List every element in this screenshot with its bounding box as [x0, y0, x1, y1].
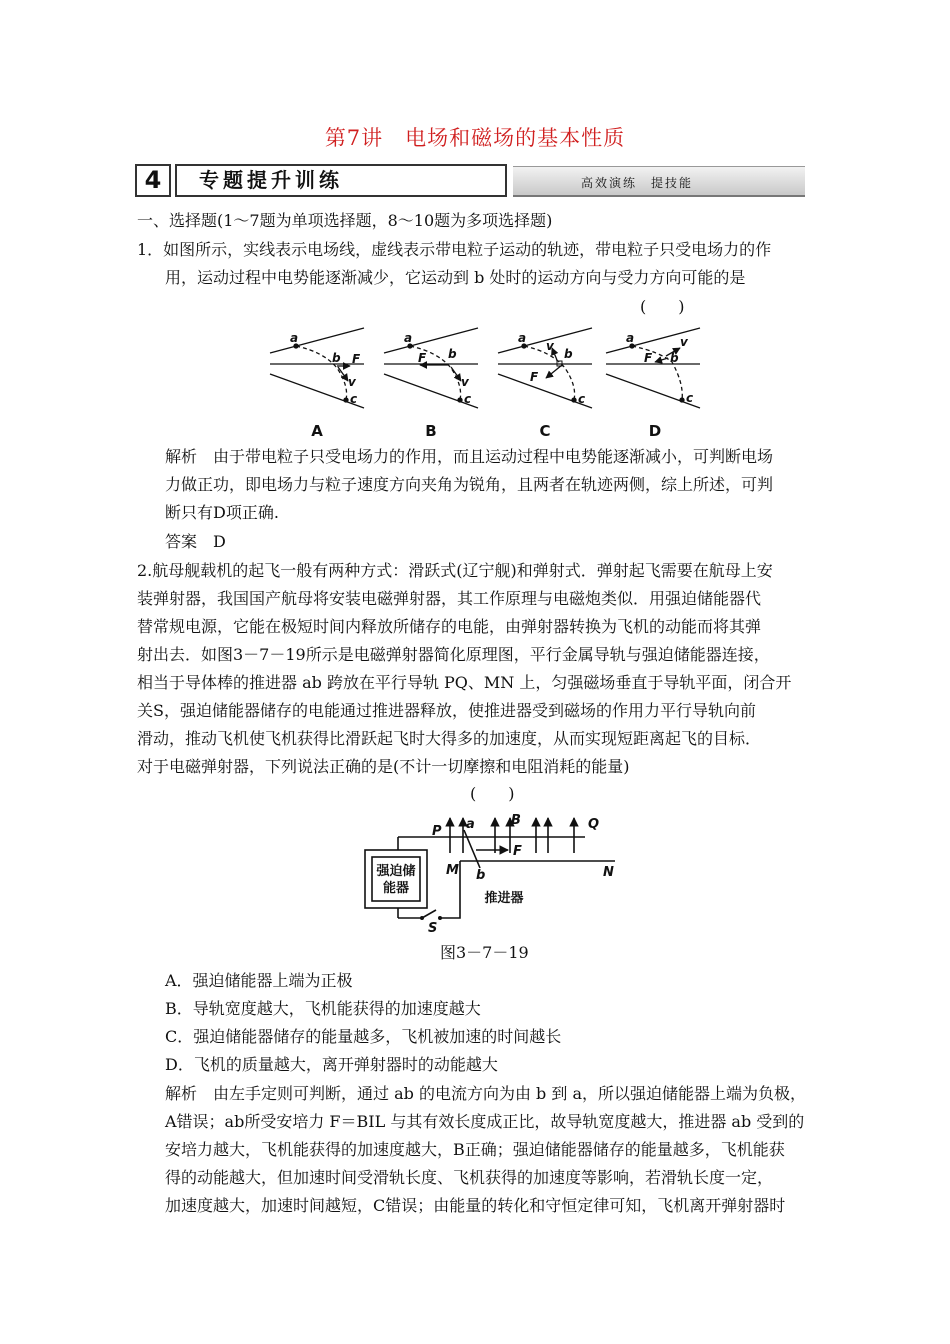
svg-text:Q: Q	[588, 817, 600, 832]
svg-text:M: M	[446, 863, 459, 878]
svg-text:F: F	[513, 844, 522, 859]
q2-line-6: 关S，强迫储能器储存的电能通过推进器释放，使推进器受到磁场的作用力平行导轨向前	[137, 701, 756, 720]
svg-text:a: a	[466, 817, 475, 832]
svg-text:能器: 能器	[382, 881, 410, 896]
q2-analysis-5: 加速度越大，加速时间越短，C错误；由能量的转化和守恒定律可知，飞机离开弹射器时	[165, 1196, 786, 1215]
svg-text:b: b	[476, 868, 486, 883]
svg-text:c: c	[464, 392, 472, 406]
q2-analysis-2: A错误；ab所受安培力 F＝BIL 与其有效长度成正比，故导轨宽度越大，推进器 ab 受到的	[165, 1112, 805, 1131]
q2-analysis-1: 解析 由左手定则可判断，通过 ab 的电流方向为由 b 到 a，所以强迫储能器上端为负极，	[165, 1084, 806, 1103]
q1-bracket: ( )	[640, 297, 685, 316]
option-c-label: C	[539, 422, 551, 440]
q2-line-1: 2.航母舰载机的起飞一般有两种方式：滑跃式(辽宁舰)和弹射式．弹射起飞需要在航母上安	[137, 561, 773, 580]
svg-text:b: b	[448, 347, 457, 361]
q2-option-c: C．强迫储能器储存的能量越多，飞机被加速的时间越长	[165, 1027, 562, 1046]
svg-text:a: a	[518, 331, 527, 345]
q1-analysis-1: 解析 由于带电粒子只受电场力的作用，而且运动过程中电势能逐渐减小，可判断电场	[165, 447, 774, 466]
q1-figure	[262, 318, 722, 447]
svg-text:b: b	[564, 347, 573, 361]
svg-text:F: F	[644, 351, 653, 365]
svg-text:F: F	[418, 351, 427, 365]
q1-answer: 答案 D	[165, 532, 226, 551]
svg-text:b: b	[332, 351, 341, 365]
svg-text:c: c	[686, 391, 694, 405]
svg-text:a: a	[404, 331, 413, 345]
q1-analysis-3: 断只有D项正确.	[165, 503, 279, 522]
q2-line-5: 相当于导体棒的推进器 ab 跨放在平行导轨 PQ、MN 上，匀强磁场垂直于导轨平面，闭合开	[137, 673, 792, 692]
q2-option-d: D．飞机的质量越大，离开弹射器时的动能越大	[165, 1055, 498, 1074]
q2-analysis-3: 安培力越大，飞机能获得的加速度越大，B正确；强迫储能器储存的能量越多，飞机能获	[165, 1140, 785, 1159]
q1-analysis-2: 力做正功，即电场力与粒子速度方向夹角为锐角，且两者在轨迹两侧，综上所述，可判	[165, 475, 774, 494]
svg-text:P: P	[432, 824, 442, 839]
svg-text:F: F	[530, 370, 539, 384]
q2-line-7: 滑动，推动飞机使飞机获得比滑跃起飞时大得多的加速度，从而实现短距离起飞的目标．	[137, 729, 762, 748]
q2-option-a: A．强迫储能器上端为正极	[165, 971, 353, 990]
svg-text:c: c	[350, 392, 358, 406]
q2-line-2: 装弹射器，我国国产航母将安装电磁弹射器，其工作原理与电磁炮类似．用强迫储能器代	[137, 589, 762, 608]
q2-line-4: 射出去．如图3－7－19所示是电磁弹射器简化原理图，平行金属导轨与强迫储能器连接，	[137, 645, 770, 664]
section-header: 一、选择题(1～7题为单项选择题，8～10题为多项选择题)	[137, 211, 553, 230]
banner-number: 4	[135, 164, 171, 197]
option-a-label: A	[311, 422, 323, 440]
svg-text:c: c	[578, 392, 586, 406]
page-title: 第7讲 电场和磁场的基本性质	[324, 126, 626, 150]
svg-text:推进器: 推进器	[484, 891, 524, 906]
svg-text:a: a	[290, 331, 299, 345]
svg-text:a: a	[626, 331, 635, 345]
q2-figure-svg	[360, 808, 620, 933]
q1-line-2: 用，运动过程中电势能逐渐减少，它运动到 b 处时的运动方向与受力方向可能的是	[165, 268, 746, 287]
section-banner	[135, 164, 805, 197]
q1-line-1: 1．如图所示，实线表示电场线，虚线表示带电粒子运动的轨迹，带电粒子只受电场力的作	[137, 240, 772, 259]
q2-fig-caption: 图3－7－19	[440, 943, 529, 962]
option-b-label: B	[425, 422, 437, 440]
svg-text:强迫储: 强迫储	[376, 864, 416, 879]
svg-text:S: S	[428, 921, 438, 933]
option-d-label: D	[648, 422, 662, 440]
q2-bracket: ( )	[470, 784, 515, 803]
banner-slogan: 高效演练 提技能	[580, 176, 693, 190]
q2-analysis-4: 得的动能越大，但加速时间受滑轨长度、飞机获得的加速度等影响，若滑轨长度一定，	[165, 1168, 774, 1187]
banner-label: 专题提升训练	[175, 164, 507, 197]
svg-text:v: v	[680, 335, 688, 349]
svg-text:v: v	[348, 375, 356, 389]
banner-bar	[513, 166, 805, 197]
svg-text:v: v	[461, 375, 469, 389]
q2-line-8: 对于电磁弹射器，下列说法正确的是(不计一切摩擦和电阻消耗的能量)	[137, 757, 630, 776]
svg-text:b: b	[670, 351, 679, 365]
svg-text:B: B	[511, 813, 521, 828]
svg-text:N: N	[603, 865, 614, 880]
svg-text:v: v	[546, 339, 554, 353]
q2-line-3: 替常规电源，它能在极短时间内释放所储存的电能，由弹射器转换为飞机的动能而将其弹	[137, 617, 762, 636]
q2-figure	[360, 808, 620, 937]
svg-text:F: F	[352, 352, 361, 366]
q1-figure-svg	[262, 318, 722, 443]
q2-option-b: B．导轨宽度越大，飞机能获得的加速度越大	[165, 999, 481, 1018]
